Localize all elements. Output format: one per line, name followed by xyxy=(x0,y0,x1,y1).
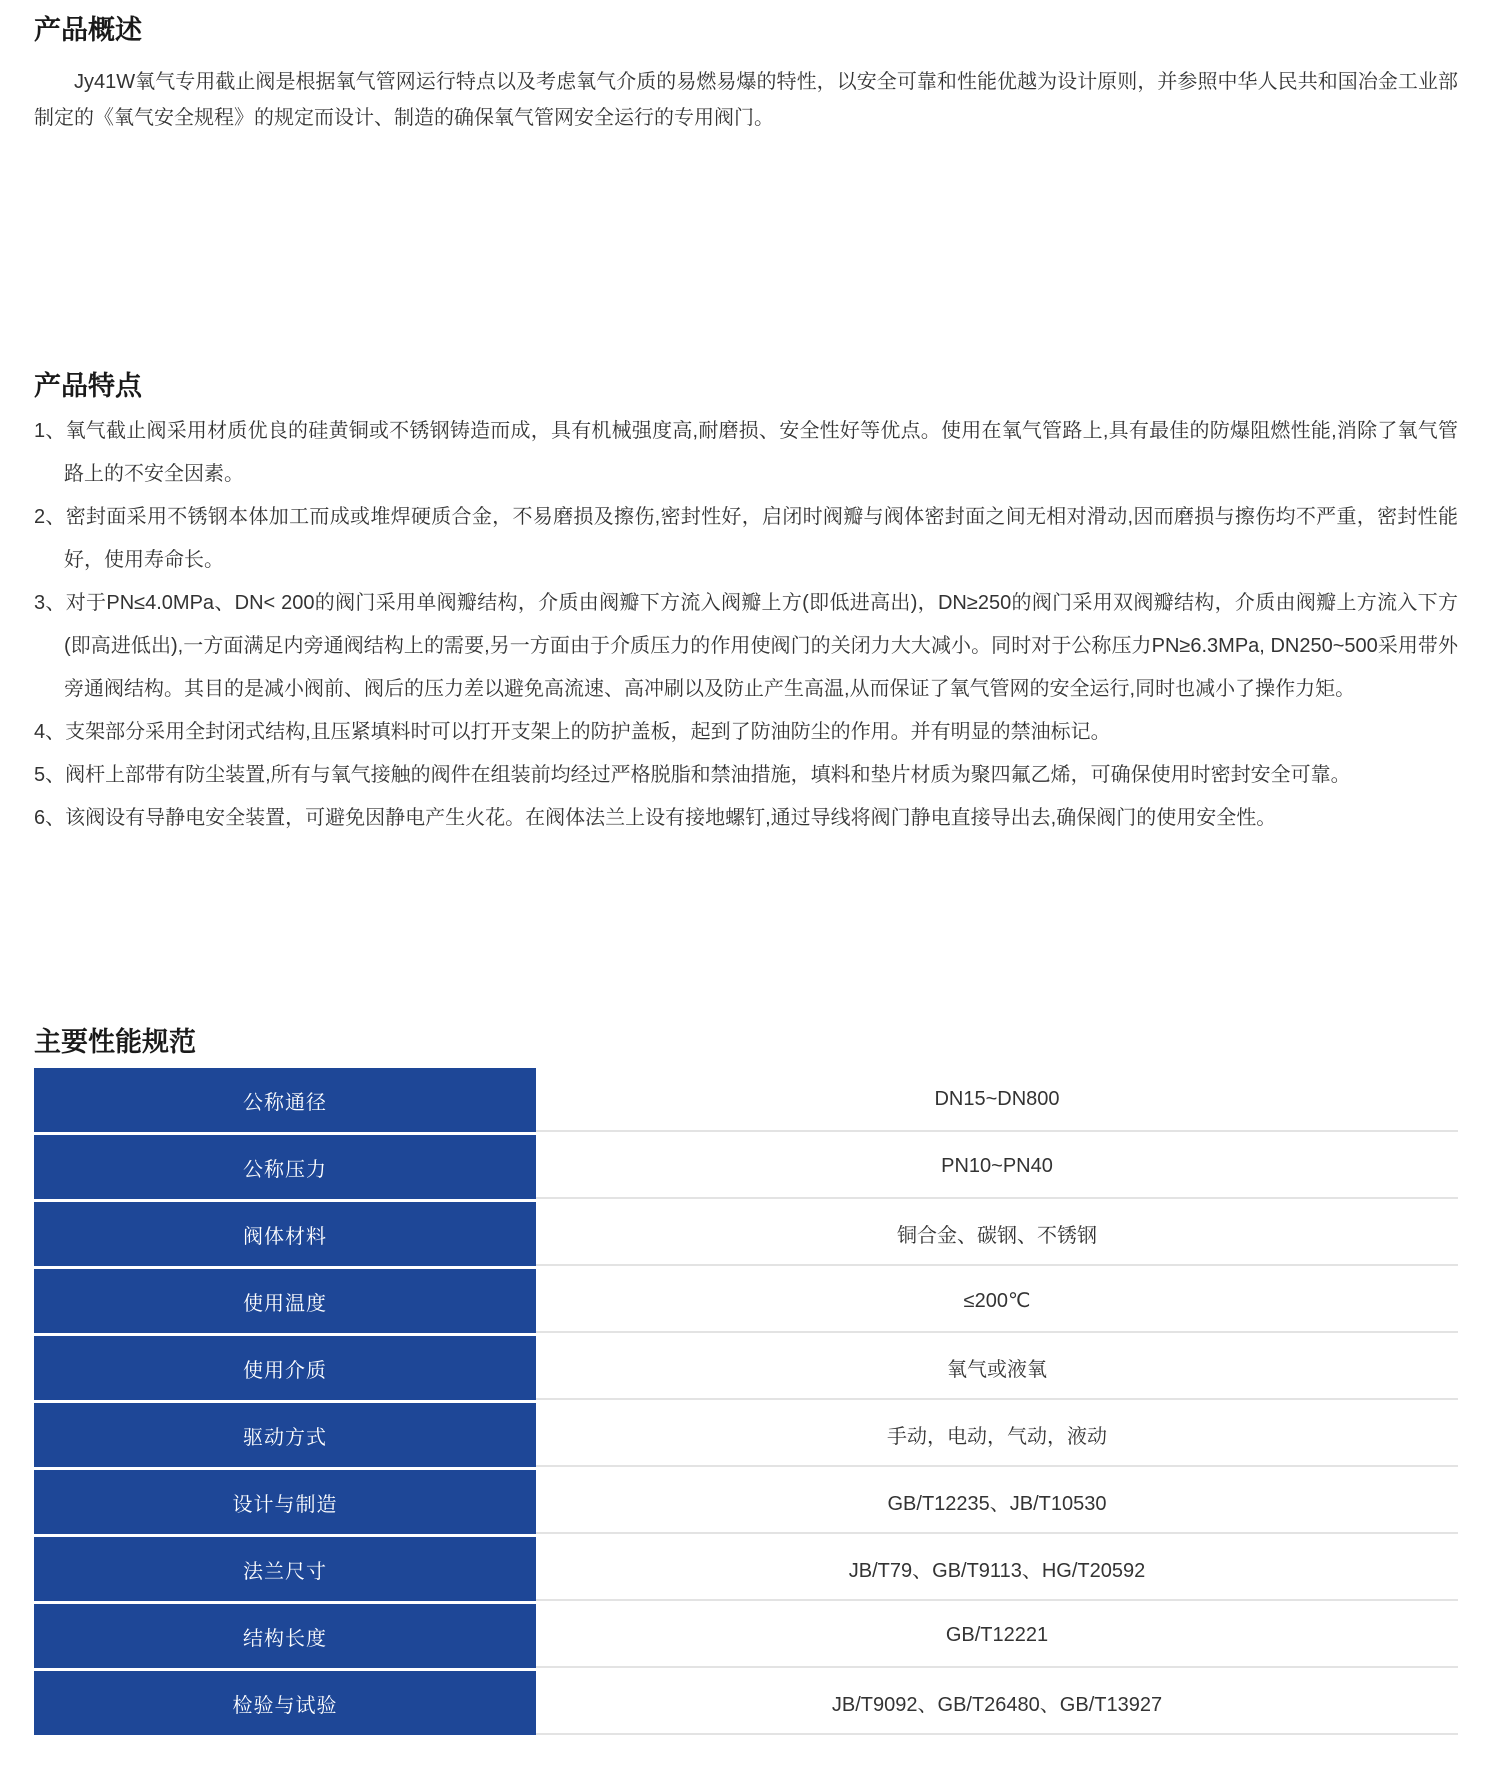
feature-item: 2、密封面采用不锈钢本体加工而成或堆焊硬质合金，不易磨损及擦伤,密封性好，启闭时阀瓣与阀体密封面之间无相对滑动,因而磨损与擦伤均不严重，密封性能好，使用寿命长。 xyxy=(34,506,1458,571)
overview-paragraph: Jy41W氧气专用截止阀是根据氧气管网运行特点以及考虑氧气介质的易燃易爆的特性，以安全可靠和性能优越为设计原则，并参照中华人民共和国冶金工业部制定的《氧气安全规程》的规定而设计、制造的确保氧气管网安全运行的专用阀门。 xyxy=(34,71,1458,129)
spec-value-cell: DN15~DN800 xyxy=(536,1068,1458,1132)
spec-label-cell: 设计与制造 xyxy=(34,1470,536,1534)
spec-value-cell: GB/T12221 xyxy=(536,1604,1458,1668)
overview-heading: 产品概述 xyxy=(34,15,142,45)
spec-label-cell: 使用温度 xyxy=(34,1269,536,1333)
table-row xyxy=(34,1537,1458,1601)
features-list xyxy=(34,410,1458,840)
spec-label-cell: 检验与试验 xyxy=(34,1671,536,1735)
spec-value-cell: JB/T79、GB/T9113、HG/T20592 xyxy=(536,1537,1458,1601)
feature-item: 5、阀杆上部带有防尘装置,所有与氧气接触的阀件在组装前均经过严格脱脂和禁油措施，填料和垫片材质为聚四氟乙烯，可确保使用时密封安全可靠。 xyxy=(34,764,1351,786)
specs-table xyxy=(34,1068,1458,1735)
feature-item: 4、支架部分采用全封闭式结构,且压紧填料时可以打开支架上的防护盖板，起到了防油防尘的作用。并有明显的禁油标记。 xyxy=(34,721,1111,743)
spec-value-cell: JB/T9092、GB/T26480、GB/T13927 xyxy=(536,1671,1458,1735)
spec-label-cell: 法兰尺寸 xyxy=(34,1537,536,1601)
table-row xyxy=(34,1336,1458,1400)
feature-item: 3、对于PN≤4.0MPa、DN< 200的阀门采用单阀瓣结构，介质由阀瓣下方流入阀瓣上方(即低进高出)，DN≥250的阀门采用双阀瓣结构，介质由阀瓣上方流入下方(即高进低出),一方面满足内旁通阀结构上的需要,另一方面由于介质压力的作用使阀门的关闭力大大减小。同时对于公称压力PN≥6.3MPa, DN250~500采用带外旁通阀结构。其目的是减小阀前、阀后的压力差以避免高流速、高冲刷以及防止产生高温,从而保证了氧气管网的安全运行,同时也减小了操作力矩。 xyxy=(34,592,1458,700)
spec-value-cell: 铜合金、碳钢、不锈钢 xyxy=(536,1202,1458,1266)
spec-label-cell: 阀体材料 xyxy=(34,1202,536,1266)
table-row xyxy=(34,1403,1458,1467)
spec-label-cell: 驱动方式 xyxy=(34,1403,536,1467)
spec-label-cell: 公称压力 xyxy=(34,1135,536,1199)
spec-value-cell: 氧气或液氧 xyxy=(536,1336,1458,1400)
table-row xyxy=(34,1135,1458,1199)
table-row xyxy=(34,1068,1458,1132)
specs-heading: 主要性能规范 xyxy=(34,1027,196,1057)
spec-value-cell: GB/T12235、JB/T10530 xyxy=(536,1470,1458,1534)
spec-value-cell: ≤200℃ xyxy=(536,1269,1458,1333)
spec-value-cell: PN10~PN40 xyxy=(536,1135,1458,1199)
spec-value-cell: 手动，电动，气动，液动 xyxy=(536,1403,1458,1467)
table-row xyxy=(34,1470,1458,1534)
table-row xyxy=(34,1604,1458,1668)
features-heading: 产品特点 xyxy=(34,371,142,401)
table-row xyxy=(34,1269,1458,1333)
feature-item: 1、氧气截止阀采用材质优良的硅黄铜或不锈钢铸造而成，具有机械强度高,耐磨损、安全性好等优点。使用在氧气管路上,具有最佳的防爆阻燃性能,消除了氧气管路上的不安全因素。 xyxy=(34,420,1458,485)
table-row xyxy=(34,1202,1458,1266)
spec-label-cell: 结构长度 xyxy=(34,1604,536,1668)
spec-label-cell: 公称通径 xyxy=(34,1068,536,1132)
table-row xyxy=(34,1671,1458,1735)
feature-item: 6、该阀设有导静电安全装置，可避免因静电产生火花。在阀体法兰上设有接地螺钉,通过导线将阀门静电直接导出去,确保阀门的使用安全性。 xyxy=(34,807,1277,829)
spec-label-cell: 使用介质 xyxy=(34,1336,536,1400)
